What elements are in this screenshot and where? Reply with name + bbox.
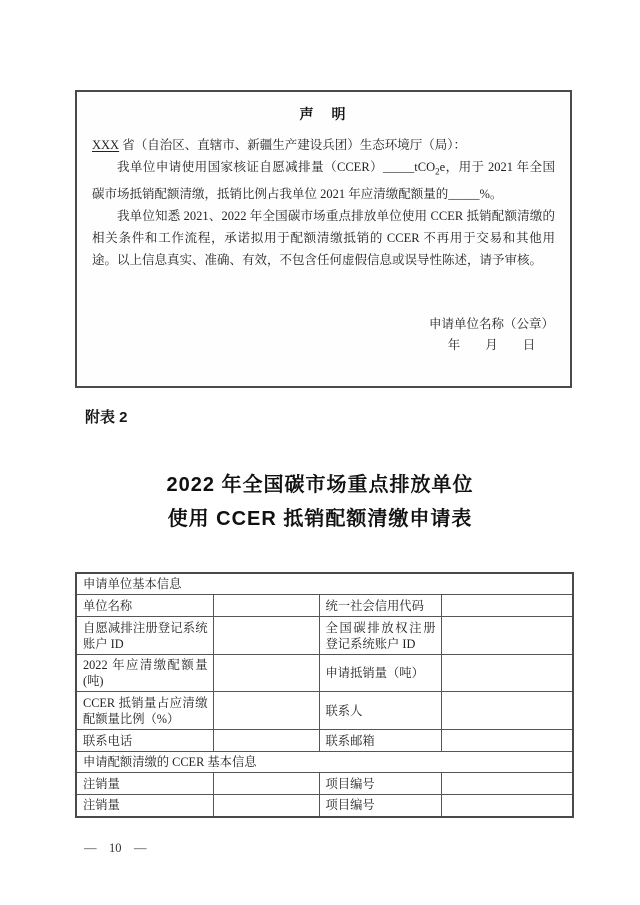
table-section2-header-row xyxy=(76,752,573,773)
declaration-body xyxy=(92,134,555,271)
field-label-ccer-account-id: 自愿减排注册登记系统账户 ID xyxy=(76,617,213,655)
table-row xyxy=(76,773,573,795)
table-row xyxy=(76,617,573,655)
field-label-national-account-id: 全国碳排放权注册登记系统账户 ID xyxy=(319,617,441,655)
field-value-quota-due xyxy=(213,655,319,692)
declaration-paragraph-1 xyxy=(92,156,555,205)
form-title xyxy=(0,468,640,536)
field-value-unit-name xyxy=(213,595,319,617)
signature-date-line: 年 月 日 xyxy=(447,338,536,352)
field-value-contact-person xyxy=(441,692,573,730)
salutation-text: 省（自治区、直辖市、新疆生产建设兵团）生态环境厅（局）： xyxy=(119,138,466,152)
unit-pre: tCO xyxy=(414,160,436,174)
application-table xyxy=(75,572,574,818)
field-label-unit-name: 单位名称 xyxy=(76,595,213,617)
table-row xyxy=(76,595,573,617)
table-row xyxy=(76,730,573,752)
section1-header: 申请单位基本信息 xyxy=(76,573,573,595)
table-section1-header-row xyxy=(76,573,573,595)
table-row xyxy=(76,692,573,730)
page-number: — 10 — xyxy=(84,841,147,855)
fill-in-blank-percent: _____ xyxy=(448,186,480,201)
paragraph-1-text-a: 我单位申请使用国家核证自愿减排量（CCER） xyxy=(117,160,384,174)
field-label-credit-code: 统一社会信用代码 xyxy=(319,595,441,617)
field-label-project-id-2: 项目编号 xyxy=(319,795,441,817)
field-value-contact-phone xyxy=(213,730,319,752)
attachment-label: 附表 2 xyxy=(85,409,128,426)
field-value-credit-code xyxy=(441,595,573,617)
field-value-project-id-1 xyxy=(441,773,573,795)
unit-subscript: 2 xyxy=(435,166,440,177)
signature-block xyxy=(429,314,554,356)
field-value-offset-applied xyxy=(441,655,573,692)
paragraph-1-text-b: ，用于 2021 年全国碳市场抵销配额清缴，抵销比例占我单位 2021 年应清缴配额量的 xyxy=(92,160,555,201)
signature-name-line: 申请单位名称（公章） xyxy=(428,317,554,331)
field-label-quota-due: 2022 年应清缴配额量(吨) xyxy=(76,655,213,692)
unit-post: e xyxy=(439,160,446,174)
fill-in-blank-amount: _____ xyxy=(383,160,415,174)
field-value-cancel-amount-1 xyxy=(213,773,319,795)
field-value-project-id-2 xyxy=(441,795,573,817)
field-value-offset-ratio xyxy=(213,692,319,730)
field-label-offset-applied: 申请抵销量（吨） xyxy=(319,655,441,692)
field-value-ccer-account-id xyxy=(213,617,319,655)
table-row xyxy=(76,655,573,692)
field-value-contact-email xyxy=(441,730,573,752)
declaration-title: 声 明 xyxy=(299,108,348,123)
paragraph-1-text-c: %。 xyxy=(479,186,503,201)
field-label-contact-email: 联系邮箱 xyxy=(319,730,441,752)
form-title-line2: 使用 CCER 抵销配额清缴申请表 xyxy=(167,508,473,530)
declaration-box xyxy=(75,90,572,388)
field-value-national-account-id xyxy=(441,617,573,655)
field-label-offset-ratio: CCER 抵销量占应清缴配额量比例（%） xyxy=(76,692,213,730)
field-label-cancel-amount-2: 注销量 xyxy=(76,795,213,817)
table-row xyxy=(76,795,573,817)
section2-header: 申请配额清缴的 CCER 基本信息 xyxy=(76,752,573,773)
unit-tco2e xyxy=(414,160,446,177)
form-title-line1: 2022 年全国碳市场重点排放单位 xyxy=(166,474,474,496)
declaration-salutation xyxy=(92,134,555,156)
field-label-contact-phone: 联系电话 xyxy=(76,730,213,752)
salutation-placeholder: XXX xyxy=(92,138,120,152)
field-label-contact-person: 联系人 xyxy=(319,692,441,730)
field-label-project-id-1: 项目编号 xyxy=(319,773,441,795)
field-value-cancel-amount-2 xyxy=(213,795,319,817)
declaration-paragraph-2: 我单位知悉 2021、2022 年全国碳市场重点排放单位使用 CCER 抵销配额清缴的相关条件和工作流程，承诺拟用于配额清缴抵销的 CCER 不再用于交易和其他用途。以上信息真实、准确、有效，不包含任何虚假信息或误导性陈述，请予审核。 xyxy=(92,208,555,267)
field-label-cancel-amount-1: 注销量 xyxy=(76,773,213,795)
